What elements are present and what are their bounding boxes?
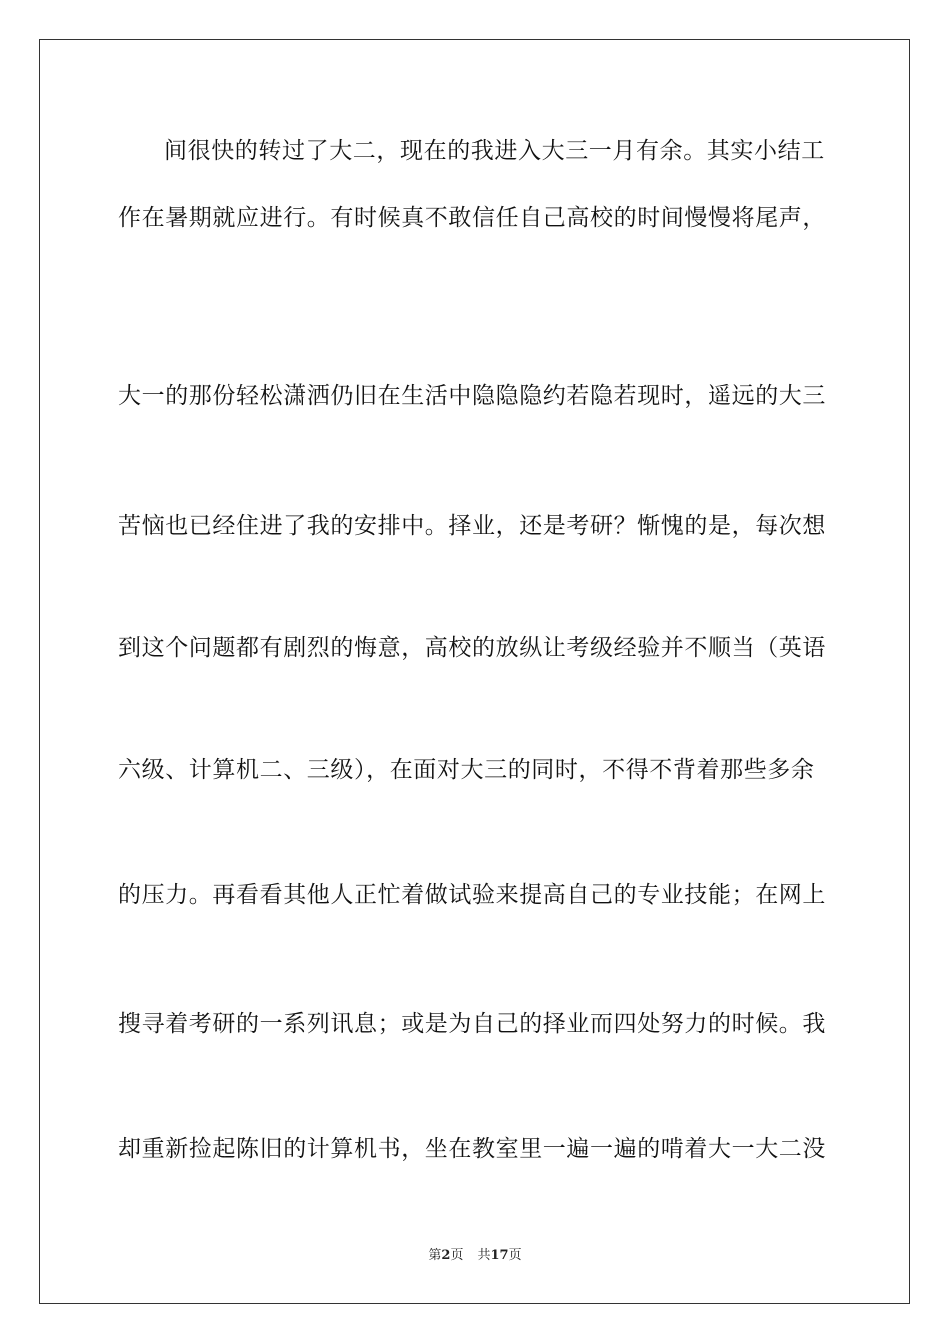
page-footer — [0, 1247, 950, 1265]
text-line-4: 苦恼也已经住进了我的安排中。择业，还是考研？惭愧的是，每次想 — [118, 513, 826, 539]
text-line-3: 大一的那份轻松潇洒仍旧在生活中隐隐隐约若隐若现时，遥远的大三 — [118, 383, 826, 409]
text-line-6: 六级、计算机二、三级），在面对大三的同时，不得不背着那些多余 — [118, 757, 815, 783]
text-line-7: 的压力。再看看其他人正忙着做试验来提高自己的专业技能；在网上 — [118, 882, 826, 908]
text-line-1: 间很快的转过了大二，现在的我进入大三一月有余。其实小结工 — [164, 138, 825, 164]
text-line-2: 作在暑期就应进行。有时候真不敢信任自己高校的时间慢慢将尾声， — [118, 205, 826, 231]
total-pages: 17 — [490, 1248, 509, 1263]
page-suffix: 页 — [450, 1248, 464, 1263]
total-prefix: 共 — [477, 1248, 491, 1263]
page-number: 2 — [441, 1248, 451, 1263]
page-prefix: 第 — [428, 1248, 442, 1263]
total-suffix: 页 — [508, 1248, 522, 1263]
text-line-5: 到这个问题都有剧烈的悔意，高校的放纵让考级经验并不顺当（英语 — [118, 635, 826, 661]
text-line-9: 却重新捡起陈旧的计算机书，坐在教室里一遍一遍的啃着大一大二没 — [118, 1136, 826, 1162]
text-line-8: 搜寻着考研的一系列讯息；或是为自己的择业而四处努力的时候。我 — [118, 1011, 826, 1037]
